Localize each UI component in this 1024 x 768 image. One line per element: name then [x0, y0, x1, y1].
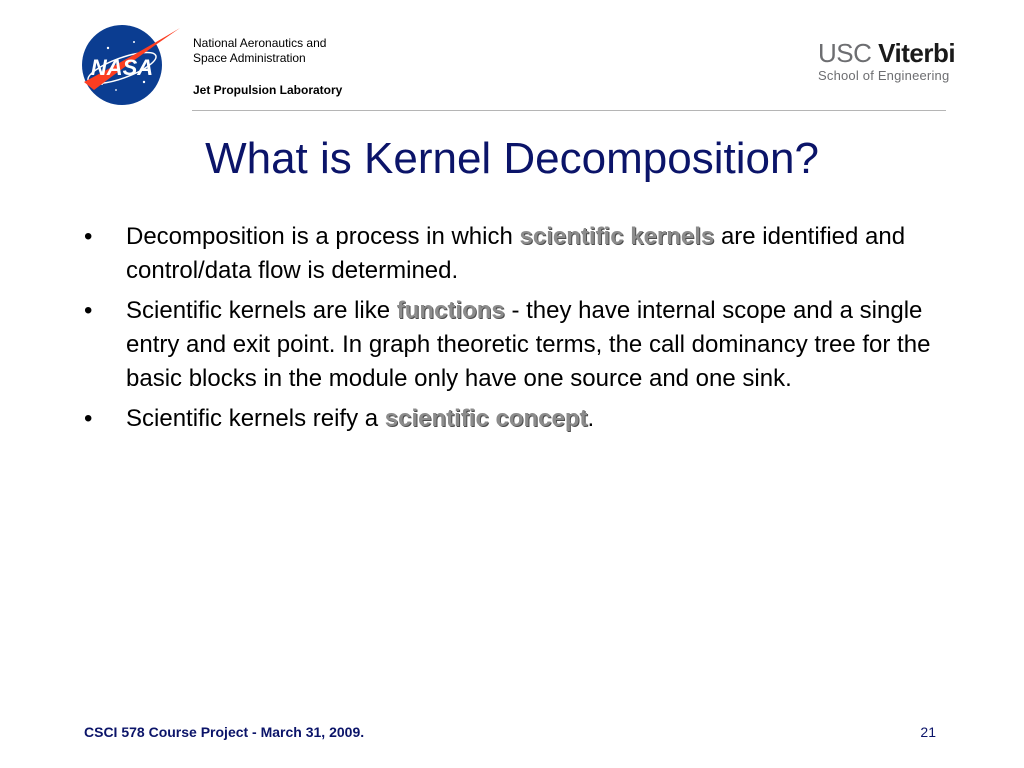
page-number: 21 [920, 724, 936, 740]
bullet-symbol: • [84, 405, 93, 432]
agency-line-1: National Aeronautics and [193, 36, 327, 50]
bullet-highlight: scientific kernels [519, 223, 715, 250]
footer-course: CSCI 578 Course Project - March 31, 2009. [84, 724, 365, 740]
slide-title: What is Kernel Decomposition? [205, 134, 819, 183]
svg-text:NASA: NASA [90, 55, 154, 80]
nasa-logo [76, 20, 186, 110]
bullet-highlight: scientific concept [384, 405, 588, 432]
bullet-symbol: • [84, 223, 93, 250]
bullet-text-after: are identified and control/data flow is determined. [126, 223, 906, 284]
bullet-highlight: functions [396, 297, 505, 324]
bullet-item [84, 294, 944, 396]
usc-logo-sub: School of Engineering [818, 68, 950, 83]
usc-viterbi-logo [818, 40, 955, 83]
bullet-text-before: Scientific kernels reify a [126, 405, 385, 432]
bullet-text-after: - they have internal scope and a single entry and exit point. In graph theoretic terms, the call dominancy tree for the basic blocks in the module only have one source and one sink. [126, 297, 931, 392]
bullet-text-before: Decomposition is a process in which [126, 223, 520, 250]
usc-logo-bold: Viterbi [878, 38, 956, 68]
bullet-text-after: . [587, 405, 595, 432]
lab-name: Jet Propulsion Laboratory [193, 83, 343, 97]
bullet-item [84, 402, 944, 436]
agency-name [193, 36, 326, 66]
bullet-list [84, 220, 944, 442]
header-divider [192, 110, 946, 111]
usc-logo-prefix: USC [818, 38, 879, 68]
bullet-symbol: • [84, 297, 93, 324]
bullet-item [84, 220, 944, 288]
agency-line-2: Space Administration [193, 51, 306, 65]
bullet-text-before: Scientific kernels are like [126, 297, 397, 324]
